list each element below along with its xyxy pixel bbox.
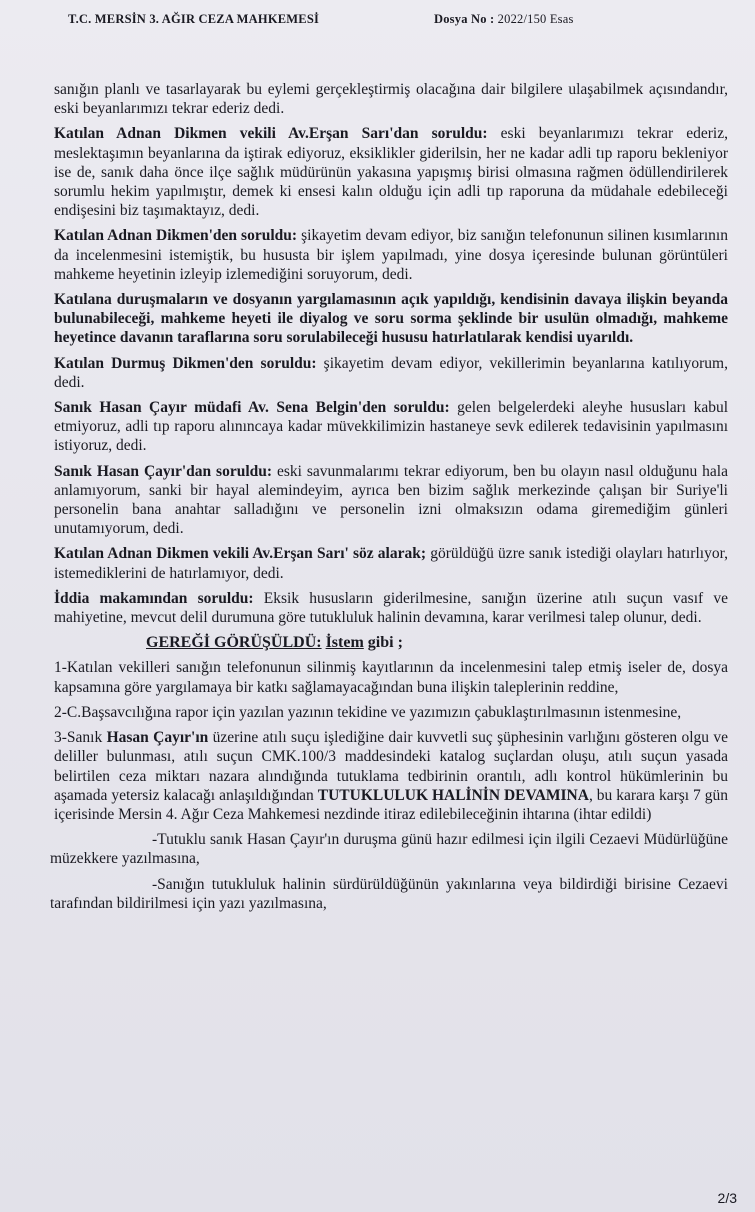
file-number (434, 12, 574, 27)
paragraph-text: eski savunmalarımı tekrar ediyorum, ben bu olayın nasıl olduğunu hala anlamıyorum, sanki bir hayal alemindeyim, ayrıca ben bizim sağlık merkezinde çalışan bir Suriye'li personelin bana anahtar salladığını ve personelin izni olmaksızın odama giremediğim günleri unutamıyorum, dedi. (54, 462, 728, 538)
defendant-name: Hasan Çayır'ın (106, 729, 209, 747)
speaker-label: Katılan Adnan Dikmen'den soruldu: (54, 227, 298, 245)
warning-text: Katılana duruşmaların ve dosyanın yargılamasının açık yapıldığı, kendisinin davaya ilişkin beyanda bulunabileceği, mahkeme heyeti ile diyalog ve soru sorma şeklinde bir usulün olmadığı, mahkeme heyetince davanın taraflarına soru sorulabileceği hususu hatırlatılarak kendisi uyarıldı. (54, 291, 728, 347)
ruling-text: , bu karara karşı 7 gün içerisinde Mersin 4. Ağır Ceza Mahkemesi nezdinde itiraz edilebileceğinin ihtarına (ihtar edildi) (54, 786, 728, 823)
ruling-item-1 (54, 658, 728, 696)
paragraph-text: eski beyanlarımızı tekrar ederiz, meslektaşımın beyanlarına da iştirak ediyoruz, eksiklikler giderilsin, her ne kadar adli tıp raporu bekleniyor ise de, sanık daha önce ilçe sağlık müdürünün yakasına yapışmış birisi olmasına rağmen ödüllendirilerek sorumlu hekim yapılmıştır, demek ki ensesi kalın olduğu için adli tıp raporuna da müdahale edebileceği endişesini biz taşımaktayız, dedi. (54, 125, 728, 220)
ruling-text: -Tutuklu sanık Hasan Çayır'ın duruşma günü hazır edilmesi için ilgili Cezaevi Müdürlüğüne müzekkere yazılmasına, (50, 831, 728, 868)
ruling-heading-rest: gibi ; (363, 634, 403, 652)
paragraph-text: sanığın planlı ve tasarlayarak bu eylemi gerçekleştirmiş olacağına dair bilgilere ulaşabilmek açısındandır, eski beyanlarımızı tekrar ederiz dedi. (54, 81, 728, 118)
document-body (38, 80, 728, 919)
paragraph-statement (54, 589, 728, 627)
ruling-text: 1-Katılan vekilleri sanığın telefonunun silinmiş kayıtlarının da incelenmesini talep etmiş iseler de, dosya kapsamına göre yargılamaya bir katkı sağlamayacağından buna ilişkin taleplerinin reddine, (54, 659, 728, 696)
speaker-label: İddia makamından soruldu: (54, 589, 254, 607)
paragraph-text: gelen belgelerdeki aleyhe hususları kabul etmiyoruz, adli tıp raporu alınıncaya kadar müvekkilimizin hastaneye sevk edilerek tedavisinin yapılmasını istiyoruz, dedi. (54, 399, 728, 455)
speaker-label: Katılan Durmuş Dikmen'den soruldu: (54, 354, 317, 372)
paragraph-statement (54, 398, 728, 456)
speaker-label: Sanık Hasan Çayır'dan soruldu: (54, 462, 273, 480)
ruling-item-4 (50, 830, 728, 868)
page-number: 2/3 (717, 1190, 737, 1206)
paragraph-text: şikayetim devam ediyor, biz sanığın telefonunun silinen kısımlarının da incelenmesini istemiştik, bu hususta bir işlem yapılmadı, yine dosya içeresinde bulunan görüntüleri mahkeme heyetinin izleyip izlemediğini soruyorum, dedi. (54, 227, 728, 283)
ruling-text: 3-Sanık (54, 729, 107, 747)
speaker-label: Katılan Adnan Dikmen vekili Av.Erşan Sarı'dan soruldu: (54, 125, 488, 143)
ruling-heading-istem: İstem (325, 634, 364, 652)
speaker-label: Sanık Hasan Çayır müdafi Av. Sena Belgin'den soruldu: (54, 399, 450, 417)
ruling-item-5 (50, 875, 728, 913)
ruling-decision: TUTUKLULUK HALİNİN DEVAMINA (317, 786, 589, 804)
paragraph-statement (54, 462, 728, 539)
paragraph-warning (54, 290, 728, 348)
paragraph-text: Eksik hususların giderilmesine, sanığın üzerine atılı suçun vasıf ve mahiyetine, mevcut delil durumuna göre tutukluluk halinin devamına, karar verilmesi talep olunur, dedi. (54, 589, 729, 627)
ruling-heading-main: GEREĞİ GÖRÜŞÜLDÜ: (146, 634, 322, 652)
ruling-text: üzerine atılı suçu işlediğine dair kuvvetli suç şüphesinin varlığını gösteren olgu ve deliller bulunması, atılı suçun CMK.100/3 maddesindeki katalog suçlardan oluşu, atılı suçun yasada belirtilen ceza miktarı nazara alındığında tutuklama tedbirinin orantılı, adlı kontrol hükümlerinin bu aşamada yetersiz kalacağı anlaşıldığından (54, 729, 729, 804)
ruling-item-2 (54, 703, 728, 722)
paragraph-statement (54, 226, 728, 284)
paragraph-statement (54, 354, 728, 392)
paragraph-text: görüldüğü üzre sanık istediği olayları hatırlıyor, istemediklerini de hatırlamıyor, dedi. (54, 545, 728, 582)
court-name: T.C. MERSİN 3. AĞIR CEZA MAHKEMESİ (68, 12, 320, 26)
speaker-label: Katılan Adnan Dikmen vekili Av.Erşan Sarı' söz alarak; (54, 545, 427, 563)
file-number-value: 2022/150 Esas (497, 12, 574, 26)
ruling-text: 2-C.Başsavcılığına rapor için yazılan yazının tekidine ve yazımızın çabuklaştırılmasının istenmesine, (54, 703, 682, 721)
ruling-heading (146, 633, 728, 652)
paragraph-statement (54, 544, 728, 582)
paragraph-statement (54, 124, 728, 220)
paragraph-text: şikayetim devam ediyor, vekillerimin beyanlarına katılıyorum, dedi. (54, 354, 728, 391)
ruling-text: -Sanığın tutukluluk halinin sürdürüldüğünün yakınlarına veya bildirdiği birisine Cezaevi tarafından bildirilmesi için yazı yazılmasına, (50, 875, 728, 912)
file-number-label: Dosya No : (434, 12, 495, 26)
ruling-item-3 (54, 728, 728, 824)
paragraph-continuation (54, 80, 728, 118)
